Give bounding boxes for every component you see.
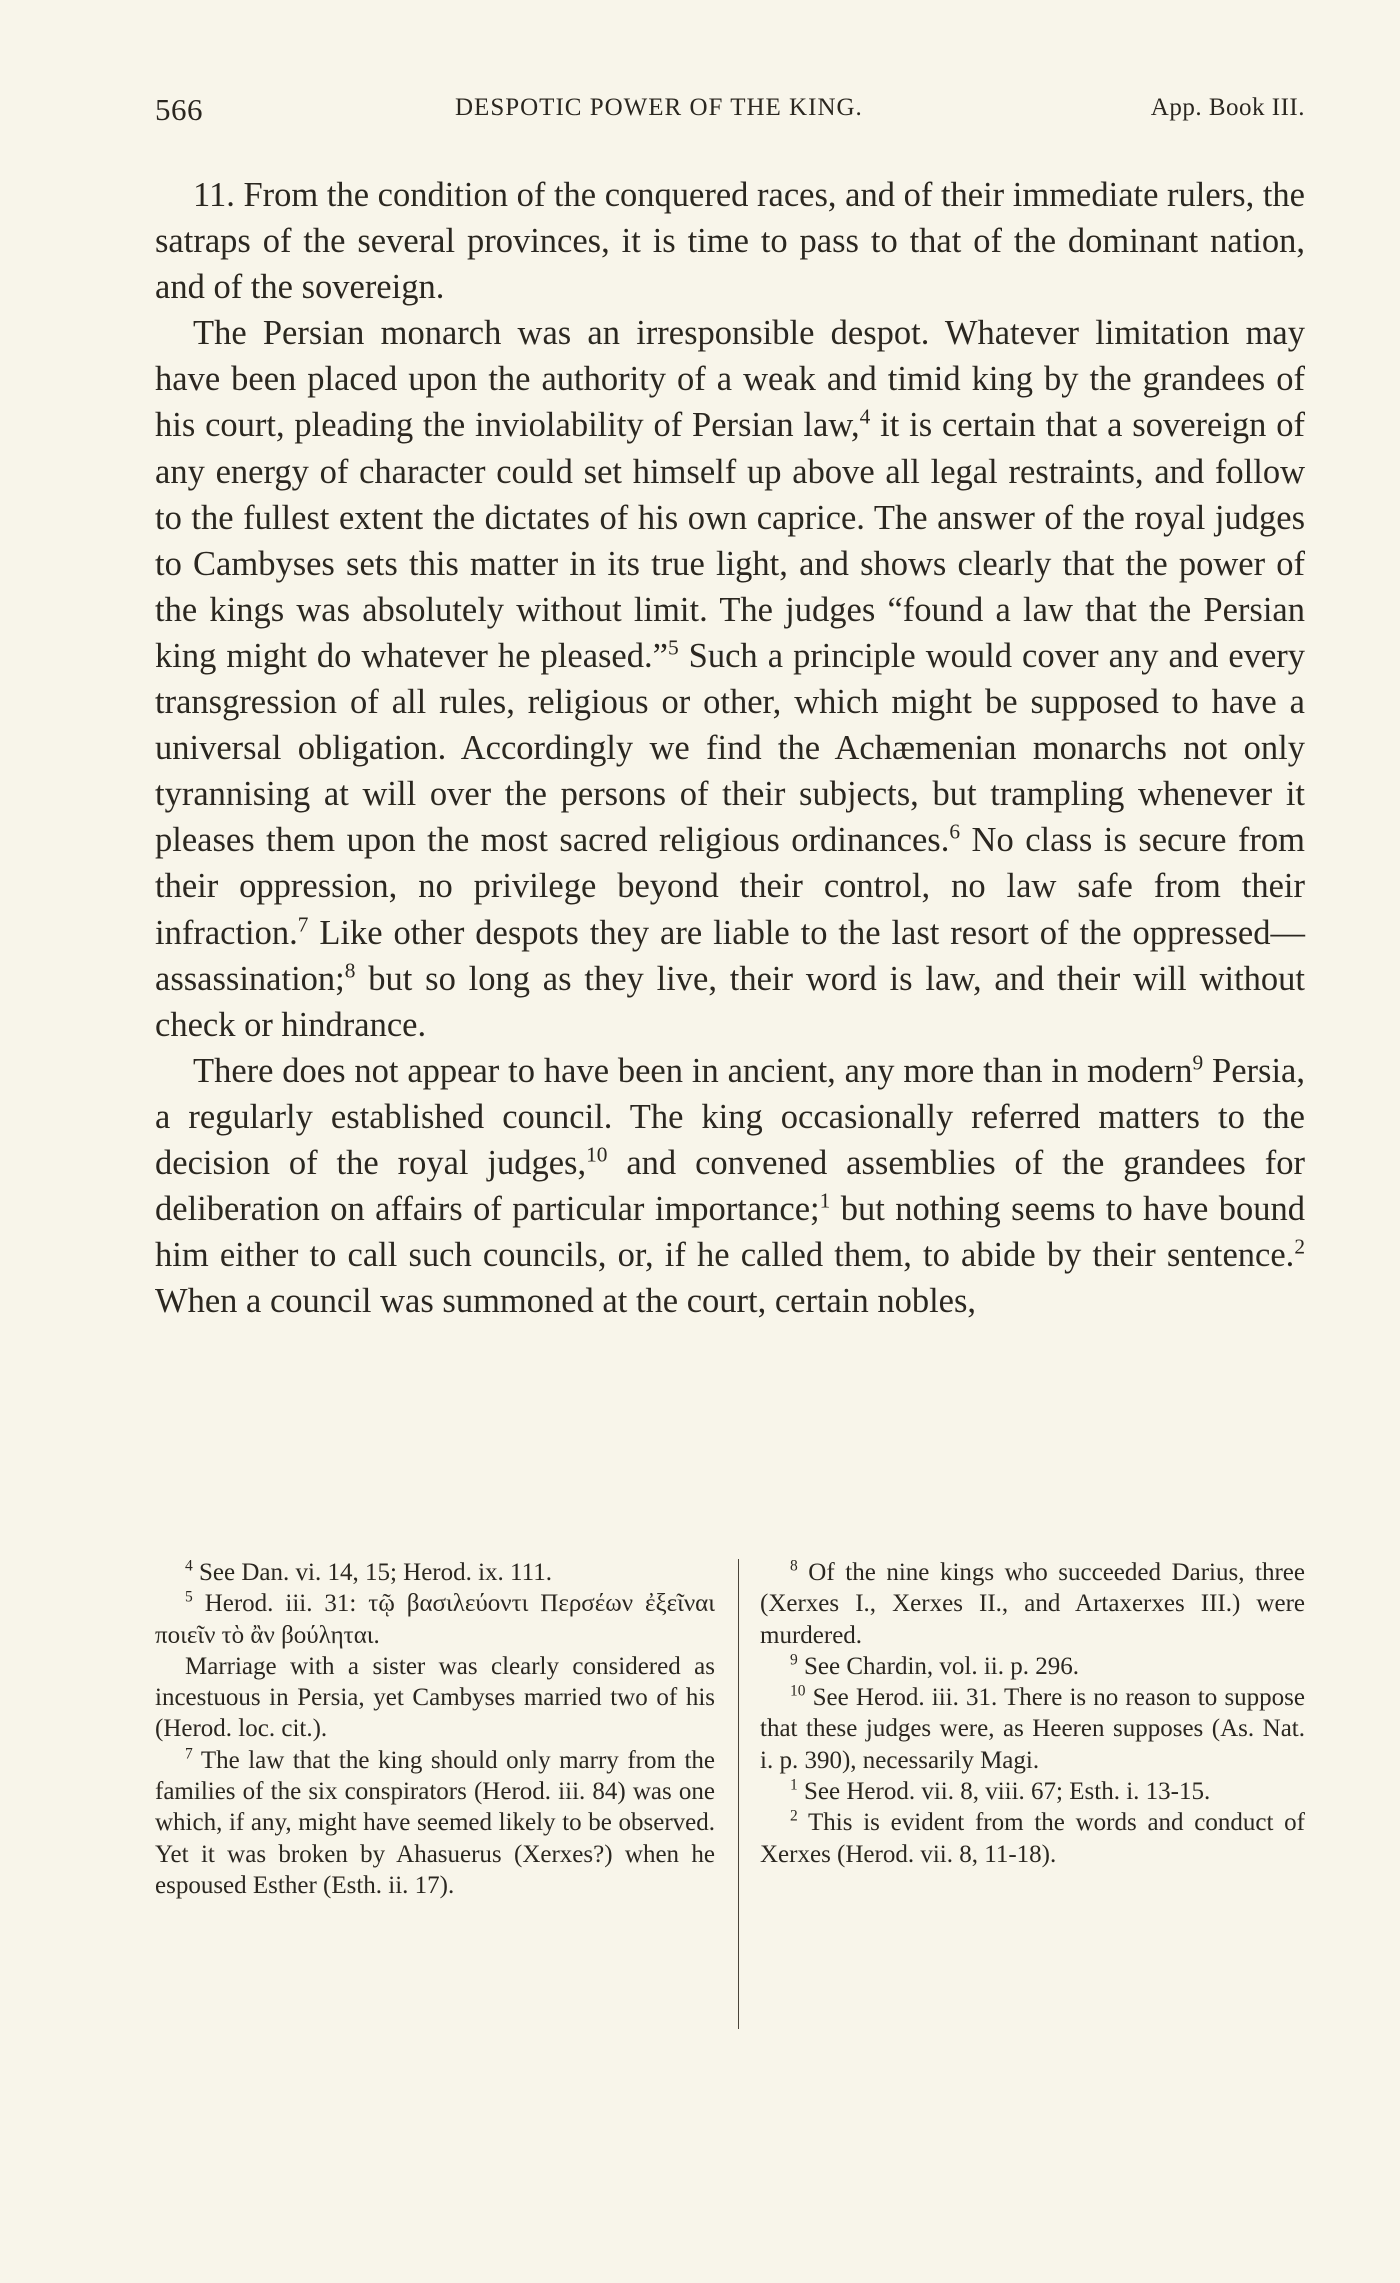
book-reference: App. Book III. — [1150, 94, 1305, 121]
footnote-marker: 2 — [1294, 1234, 1305, 1259]
footnotes-right-column — [760, 1557, 1305, 1870]
footnote: $^{10}$ See Herod. iii. 31. There is no reason to suppose that these judges were, as Heeren supposes (As. Nat. i. p. 390), necessarily Magi. — [760, 1682, 1305, 1774]
footnote: Marriage with a sister was clearly considered as incestuous in Persia, yet Cambyses married two of his (Herod. loc. cit.). — [155, 1652, 715, 1743]
footnote-marker: 5 — [667, 635, 679, 660]
main-text — [155, 172, 1305, 1324]
footnote: $^2$ This is evident from the words and conduct of Xerxes (Herod. vii. 8, 11-18). — [760, 1808, 1305, 1868]
paragraph: There does not appear to have been in ancient, any more than in modern$^9$ Persia, a regularly established council. The king occasionally referred matters to the decision of the royal judges,$^{10}$ and convened assemblies of the grandees for deliberation on affairs of particular importance;$^1$ but nothing seems to have bound him either to call such councils, or, if he called them, to abide by their sentence.$^2$ When a council was summoned at the court, certain nobles, — [155, 1050, 1305, 1321]
footnote-marker: 5 — [185, 1588, 193, 1606]
footnote-marker: 10 — [790, 1682, 806, 1700]
footnote-marker: 8 — [790, 1557, 798, 1575]
footnote-marker: 8 — [344, 958, 356, 983]
footnote-marker: 4 — [859, 404, 871, 429]
footnote-marker: 7 — [297, 912, 309, 936]
footnote-marker: 7 — [185, 1745, 193, 1763]
footnote: $^4$ See Dan. vi. 14, 15; Herod. ix. 111. — [185, 1557, 552, 1586]
footnote-marker: 4 — [185, 1557, 193, 1575]
paragraph: 11. From the condition of the conquered races, and of their immediate rulers, the satraps of the several provinces, it is time to pass to that of the dominant nation, and of the sovereign. — [155, 176, 1305, 307]
footnote: $^7$ The law that the king should only marry from the families of the six conspirators (Herod. iii. 84) was one which, if any, might have seemed likely to be observed. Yet it was broken by Ahasuerus (Xerxes?) when he espoused Esther (Esth. ii. 17). — [155, 1745, 715, 1899]
footnotes — [155, 1557, 1305, 2027]
footnote-marker: 1 — [819, 1188, 831, 1213]
footnote-marker: 6 — [949, 819, 961, 844]
footnote-marker: 10 — [586, 1142, 608, 1167]
footnote: $^8$ Of the nine kings who succeeded Darius, three (Xerxes I., Xerxes II., and Artaxerxes III.) were murdered. — [760, 1557, 1305, 1649]
footnote-marker: 2 — [790, 1808, 798, 1826]
footnote-marker: 1 — [790, 1776, 798, 1794]
paragraph: The Persian monarch was an irresponsible despot. Whatever limitation may have been placed upon the authority of a weak and timid king by the grandees of his court, pleading the inviolability of Persian law,$^4$ it is certain that a sovereign of any energy of character could set himself up above all legal restraints, and follow to the fullest extent the dictates of his own caprice. The answer of the royal judges to Cambyses sets this matter in its true light, and shows clearly that the power of the kings was absolutely without limit. The judges “found a law that the Persian king might do whatever he pleased.”$^5$ Such a principle would cover any and every transgression of all rules, religious or other, which might be supposed to have a universal obligation. Accordingly we find the Achæmenian monarchs not only tyrannising at will over the persons of their subjects, but trampling whenever it pleases them upon the most sacred religious ordinances.$^6$ No class is secure from their oppression, no privilege beyond their control, no law safe from their infraction.$^7$ Like other despots they are liable to the last resort of the oppressed—assassination;$^8$ but so long as they live, their word is law, and their will without check or hindrance. — [155, 314, 1305, 1044]
footnote-marker: 9 — [790, 1651, 798, 1669]
footnote: $^1$ See Herod. vii. 8, viii. 67; Esth. i. 13-15. — [790, 1776, 1211, 1806]
running-title: DESPOTIC POWER OF THE KING. — [455, 94, 863, 121]
column-divider — [738, 1559, 739, 2029]
footnote: $^9$ See Chardin, vol. ii. p. 296. — [790, 1651, 1079, 1680]
footnote: $^5$ Herod. iii. 31: τῷ βασιλεύοντι Περσέων ἐξεῖναι ποιεῖν τὸ ἂν βούληται. — [155, 1588, 715, 1649]
footnotes-left-column — [155, 1557, 715, 1901]
running-header — [155, 92, 1305, 132]
page-number: 566 — [155, 92, 203, 127]
footnote-marker: 9 — [1192, 1050, 1204, 1075]
